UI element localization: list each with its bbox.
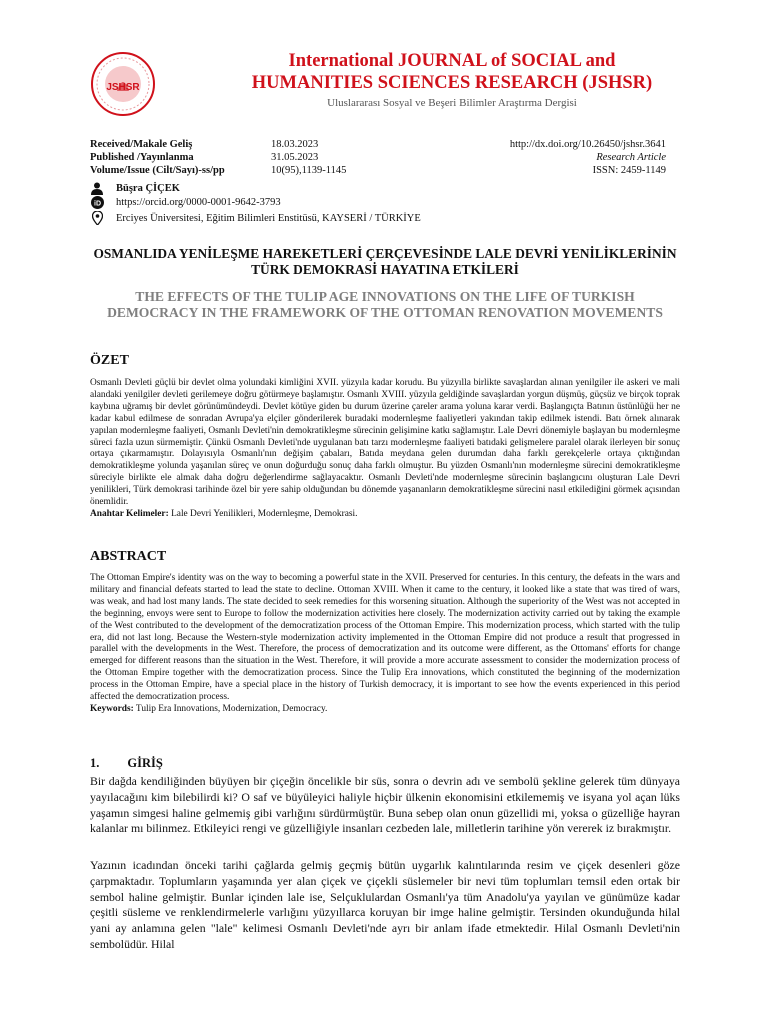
journal-logo — [90, 51, 156, 117]
published-label: Published /Yayınlanma — [90, 152, 194, 163]
author-orcid-row — [90, 194, 281, 210]
intro-number: 1. — [90, 756, 100, 770]
ozet-body — [90, 378, 680, 521]
orcid-link[interactable]: https://orcid.org/0000-0001-9642-3793 — [116, 196, 281, 208]
received-label: Received/Makale Geliş — [90, 139, 193, 150]
ozet-keywords: Lale Devri Yenilikleri, Modernleşme, Demokrasi. — [168, 508, 358, 519]
ozet-keywords-label: Anahtar Kelimeler: — [90, 508, 169, 519]
location-pin-icon — [90, 211, 104, 225]
volume-value: 10(95),1139-1145 — [271, 165, 347, 176]
intro-paragraph-2: Yazının icadından önceki tarihi çağlarda gelmiş geçmiş bütün uygarlık kalıntılarında resim ve çiçek desenleri göze çarpmaktadır. Toplumların yaşamında yer alan çiçek ve çiçekli süslemeler bir nevi tüm toplumları temsil eden ortak bir sembol haline gelmiştir. Bunlar içinden lale ise, Selçuklulardan Osmanlı'ya tüm Anadolu'ya yayılan ve günümüze kadar çeşitli süsleme ve renklendirmelerle varlığını yüzyıllarca koruyan bir imge haline gelmiştir. Tersinden okunduğunda hilal yani ay anlamına gelen "lale" kelimesi Osmanlı Devleti'nde ayrı bir anlam ifade etmektedir. Hilal Osmanlı Devleti'nin sembolüdür. Hilal — [90, 858, 680, 951]
doi-link[interactable]: http://dx.doi.org/10.26450/jshsr.3641 — [509, 139, 666, 150]
abstract-body — [90, 573, 680, 716]
abstract-heading: ABSTRACT — [90, 549, 167, 564]
author-affiliation-row — [90, 210, 421, 226]
received-value: 18.03.2023 — [271, 139, 319, 150]
abstract-text: The Ottoman Empire's identity was on the way to becoming a powerful state in the XVII. Preserved for centuries. In this century, the defeats in the wars and military and financial defeats started to lead the state to decline. Ottoman XVIII. When it came to the century, it looked like a state that was tired of wars, was weak, and had lost many lands. The state decided to seek remedies for this worsening situation. Although the superiority of the West was not accepted in the beginning, envoys were sent to Europe to follow the modernization activities here closely. The modernization activity carried out by taking the example of the West contributed to the development of the democratization process of the Ottoman Empire. This modernization process, which started with the tulip era, did not last long. Because the Western-style modernization activity implemented in the Ottoman Empire did not produce a result that progressed in parallel with the developments in the West. Therefore, the process of democratization and its outcome were different, as the Ottomans' efforts for change emerged for different reasons than the situation in the West. Therefore, it will provide a more accurate assessment to consider the modernization process of the Ottoman Empire together with the democratization process. Since the Tulip Era innovations, which constituted the beginning of the modernization process in the Ottoman Empire, have a special place in the history of Turkish democracy, it is important to see how the events experienced in this period affected the democratization process. — [90, 573, 680, 703]
orcid-icon — [90, 195, 104, 209]
meta-values — [271, 138, 346, 177]
title-turkish: OSMANLIDA YENİLEŞME HAREKETLERİ ÇERÇEVESİNDE LALE DEVRİ YENİLİKLERİNİN TÜRK DEMOKRASİ HAYATINA ETKİLERİ — [93, 246, 677, 277]
meta-labels — [90, 138, 225, 177]
journal-title — [218, 50, 686, 94]
ozet-heading: ÖZET — [90, 353, 129, 368]
ozet-text: Osmanlı Devleti güçlü bir devlet olma yolundaki kimliğini XVII. yüzyıla kadar korudu. Bu yüzyılla birlikte savaşlardan alınan yenilgiler ile askeri ve mali alandaki yenilgiler devleti gerilemeye doğru götürmeye başlamıştır. Osmanlı XVIII. yüzyıla geldiğinde savaşlardan yorgun düşmüş, güçsüz ve birçok toprak kaybına uğramış bir devlet görünümündeydi. Devlet kötüye giden bu durum üzerine çareler arama yoluna karar verdi. Başlangıçta Batının üstünlüğü her ne kadar kabul edilmese de sonradan Avrupa'ya elçiler gönderilerek buradaki modernleşme faaliyetleri yakından takip edilmek istendi. Batı örnek alınarak yapılan modernleşme faaliyeti, Osmanlı Devleti'nin demokratikleşme sürecinin gelişimine katkı sağlamıştır. Lale Devri dönemiyle başlayan bu modernleşme süreci fazla uzun sürmemiştir. Çünkü Osmanlı Devleti'nde uygulanan batı tarzı modernleşme faaliyeti batıdaki gelişmelere paralel olarak ilerleyen bir sonuç ortaya çıkarmamıştır. Dolayısıyla Osmanlı'nın değişim çabaları, Batıda meydana gelen durumdan daha farklı gerekçelerle ortaya çıktığından demokratikleşme yolunda yaşanılan süreç ve onun doğurduğu sonuç daha farklı olmuştur. Bu yüzden Osmanlı'nın modernleşme sürecini demokratikleşme süreciyle birlikte ele almak daha doğru değerlendirme sağlayacaktır. Osmanlı Devleti'nde modernleşme sürecinin başlangıcını oluşturan Lale Devri yenilikleri, Türk demokrasi tarihinde özel bir yere sahip olduğundan bu dönemde yaşananların demokratikleşme sürecini nasıl etkilediğini görmek açısından önemlidir. — [90, 378, 680, 508]
issn: ISSN: 2459-1149 — [592, 165, 666, 176]
abstract-keywords-label: Keywords: — [90, 703, 134, 714]
author-affiliation: Erciyes Üniversitesi, Eğitim Bilimleri Enstitüsü, KAYSERİ / TÜRKİYE — [116, 212, 421, 224]
journal-subtitle: Uluslararası Sosyal ve Beşeri Bilimler Araştırma Dergisi — [327, 97, 577, 109]
intro-heading — [90, 756, 163, 771]
volume-label: Volume/Issue (Cilt/Sayı)-ss/pp — [90, 165, 225, 176]
meta-right — [510, 138, 666, 177]
published-value: 31.05.2023 — [271, 152, 319, 163]
person-icon — [90, 181, 104, 195]
title-english: THE EFFECTS OF THE TULIP AGE INNOVATIONS ON THE LIFE OF TURKISH DEMOCRACY IN THE FRAMEWORK OF THE OTTOMAN RENOVATION MOVEMENTS — [107, 289, 663, 320]
article-type: Research Article — [596, 152, 666, 163]
abstract-keywords: Tulip Era Innovations, Modernization, Democracy. — [133, 703, 328, 714]
journal-title-line1: International JOURNAL of SOCIAL and — [288, 51, 616, 71]
intro-title: GİRİŞ — [127, 756, 163, 770]
journal-title-line2: HUMANITIES SCIENCES RESEARCH (JSHSR) — [251, 73, 653, 93]
intro-paragraph-1: Bir dağda kendiliğinden büyüyen bir çiçeğin öncelikle bir süs, sonra o devrin adı ve sembolü şekline gelerek tüm dünyaya yayılacağını kim bilebilirdi ki? O saf ve büyüleyici haliyle hiçbir ülkenin ekonomisini etkilememiş ve isyana yol açan lüks yaşamın simgesi haline gelmemiş gibi varlığını sürdürmüştür. Buna sebep olan onun güzellidi mi, yoksa o güzelliğe hayran kalanlar mı bilinmez. Etkileyici rengi ve güzelliğiyle insanları cezbeden lale, milletlerin tarihine yön vererek iz bırakmıştır. — [90, 774, 680, 836]
svg-text:iD: iD — [93, 200, 101, 207]
author-name: Büşra ÇİÇEK — [116, 182, 180, 194]
logo-text: JSHSR — [106, 82, 140, 93]
